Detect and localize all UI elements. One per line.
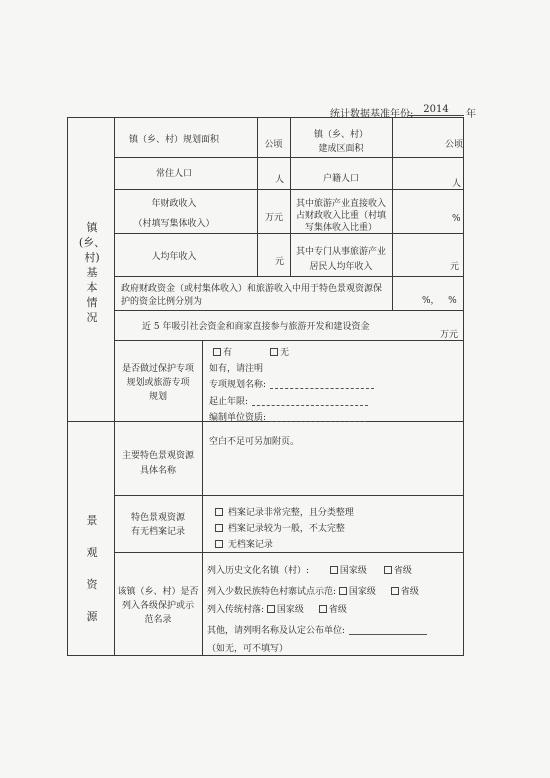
resident-pop-label: 常住人口 (155, 169, 192, 179)
planning-label-3: 规划 (148, 392, 167, 402)
planning-no-option[interactable]: 无 (270, 345, 289, 358)
fund-ratio-label-1: 政府财政资金（或村集体收入）和旅游收入中用于特色景观资源保 (121, 284, 383, 294)
col-line (392, 276, 393, 310)
checkbox[interactable] (267, 605, 275, 613)
built-area-label-1: 镇（乡、村） (313, 130, 368, 140)
built-area-label-2: 建成区面积 (318, 144, 364, 154)
planning-name-row[interactable]: 专项规划名称: (209, 377, 374, 390)
checkbox[interactable] (215, 508, 223, 516)
investment-unit: 万元 (440, 330, 459, 340)
landscape-names-label-1: 主要特色景观资源 (121, 451, 194, 461)
resident-pop-unit: 人 (275, 175, 285, 185)
tourism-resident-label-1: 其中专门从事旅游产业 (295, 247, 386, 257)
archive-option-2[interactable]: 档案记录较为一般，不太完整 (215, 521, 345, 534)
listing-other-field[interactable] (349, 626, 427, 635)
archive-label-2: 有无档案记录 (130, 527, 185, 537)
fiscal-income-label-1: 年财政收入 (151, 199, 197, 209)
listing-minority-row[interactable]: 列入少数民族特色村寨试点示范: 国家级 省级 (207, 587, 419, 597)
tourism-share-label-1: 其中旅游产业直接收入 (295, 199, 386, 209)
tourism-share-label-3: 写集体收入比重） (304, 223, 377, 233)
registered-pop-unit: 人 (452, 179, 462, 189)
landscape-title: 景 观 资 源 (86, 514, 98, 623)
investment-label: 近 5 年吸引社会资金和商家直接参与旅游开发和建设资金 (142, 322, 370, 332)
archive-option-1[interactable]: 档案记录非常完整，且分类整理 (215, 505, 354, 518)
col-line (202, 340, 203, 655)
checkbox[interactable] (319, 605, 327, 613)
row-line (114, 340, 463, 341)
planning-name-field[interactable] (270, 380, 374, 389)
checkbox[interactable] (391, 587, 399, 595)
registered-pop-label: 户籍人口 (322, 174, 359, 184)
archive-label-1: 特色景观资源 (130, 513, 185, 523)
planning-label-2: 规划或旅游专项 (126, 378, 190, 388)
per-capita-label: 人均年收入 (151, 252, 197, 262)
checkbox[interactable] (339, 587, 347, 595)
listing-traditional-row[interactable]: 列入传统村落: 国家级 省级 (207, 605, 347, 615)
basic-info-title: 镇 (乡、 村) 基 本 情 况 (78, 221, 106, 324)
listing-label-3: 范名录 (144, 615, 172, 625)
base-year-label: 统计数据基准年份: (330, 109, 414, 120)
fiscal-income-unit: 万元 (265, 213, 284, 223)
fund-ratio-label-2: 护的资金比例分别为 (121, 297, 203, 307)
table-right-border (463, 117, 464, 655)
planning-year-row[interactable]: 起止年限: (209, 394, 368, 407)
base-year-field[interactable]: 2014 (408, 104, 464, 116)
row-line (114, 495, 463, 496)
checkbox[interactable] (330, 566, 338, 574)
fiscal-income-label-2: （村填写集体收入） (133, 219, 215, 229)
listing-other-row[interactable]: 其他，请列明名称及认定公布单位: (207, 623, 427, 636)
row-line (114, 233, 463, 234)
listing-historic-row[interactable]: 列入历史文化名镇（村）: 国家级 省级 (207, 566, 412, 576)
row-line (114, 310, 463, 311)
tourism-resident-label-2: 居民人均年收入 (309, 262, 373, 272)
planning-unit-field[interactable] (270, 413, 366, 422)
checkbox[interactable] (384, 566, 392, 574)
table-top-border (67, 117, 464, 118)
listing-note: （如无，可不填写） (207, 644, 289, 654)
built-area-unit: 公顷 (445, 140, 464, 150)
row-line (114, 157, 463, 158)
fund-ratio-unit: %， % (422, 296, 457, 306)
row-line (114, 552, 463, 553)
row-line (114, 189, 463, 190)
checkbox[interactable] (215, 524, 223, 532)
tourism-resident-unit: 元 (450, 262, 460, 272)
year-suffix: 年 (466, 109, 476, 120)
planning-yes-option[interactable]: 有 (213, 345, 232, 358)
checkbox[interactable] (270, 348, 278, 356)
checkbox[interactable] (215, 540, 223, 548)
planning-year-field[interactable] (252, 397, 368, 406)
table-left-border (67, 117, 68, 655)
planning-label-1: 是否做过保护专项 (121, 364, 194, 374)
archive-option-3[interactable]: 无档案记录 (215, 537, 273, 550)
town-area-label: 镇（乡、村）规划面积 (128, 135, 219, 145)
per-capita-unit: 元 (275, 257, 285, 267)
landscape-names-hint: 空白不足可另加附页。 (209, 437, 300, 447)
landscape-names-label-2: 具体名称 (139, 466, 176, 476)
town-area-unit: 公顷 (264, 140, 283, 150)
tourism-share-unit: % (452, 214, 461, 224)
planning-note: 如有，请注明 (209, 364, 264, 374)
table-bottom-border (67, 655, 464, 656)
col-line (392, 117, 393, 276)
listing-label-2: 列入各级保护或示 (121, 601, 194, 611)
checkbox[interactable] (213, 348, 221, 356)
tourism-share-label-2: 占财政收入比重（村填 (295, 211, 386, 221)
listing-label-1: 该镇（乡、村）是否 (117, 587, 199, 597)
planning-unit-row[interactable]: 编制单位资质: (209, 410, 366, 423)
row-line (114, 276, 463, 277)
